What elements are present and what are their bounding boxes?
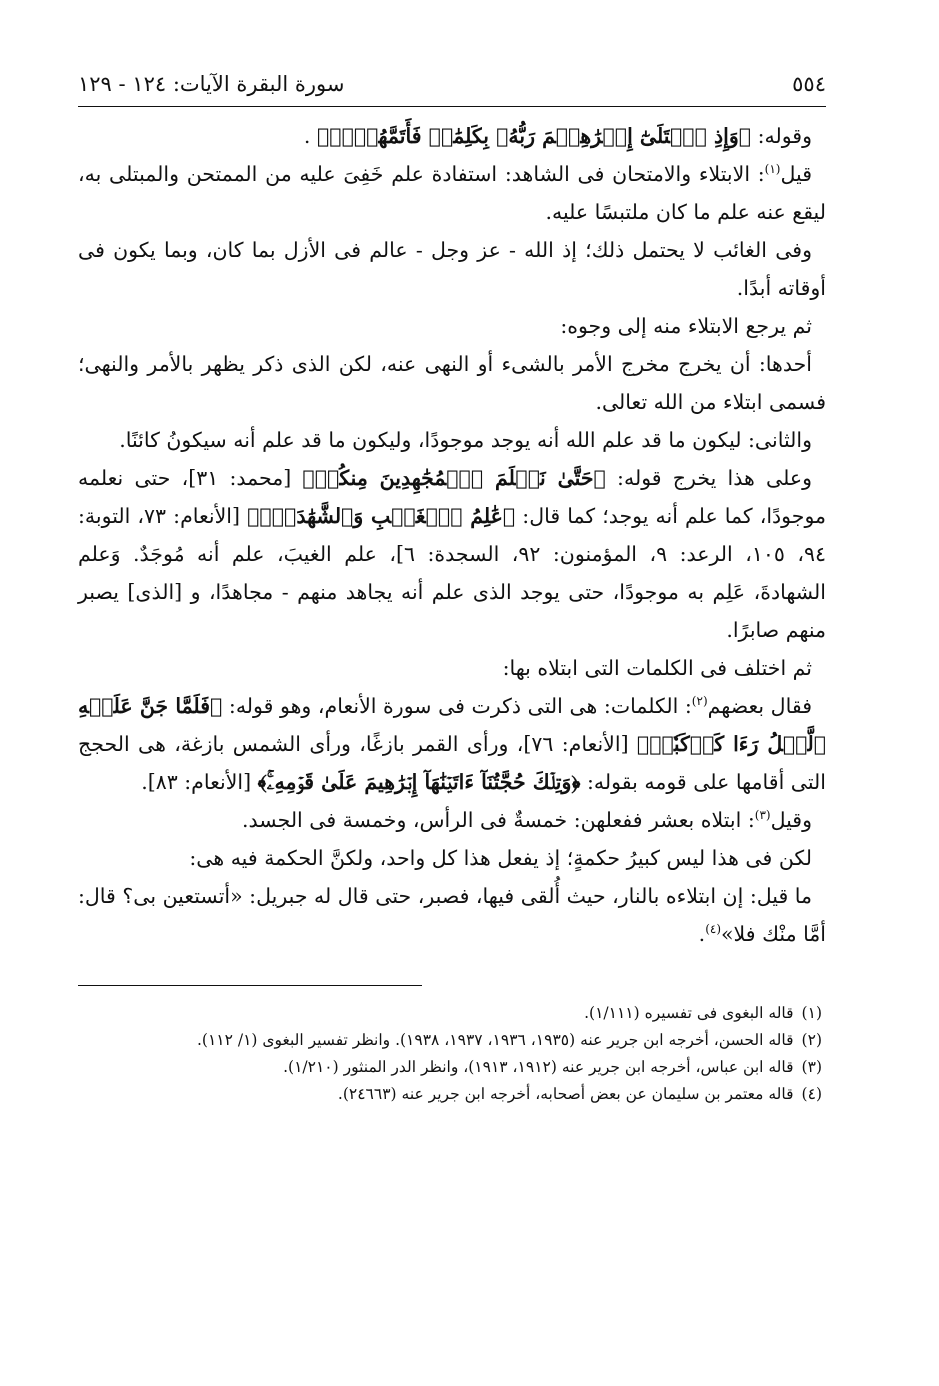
paragraph xyxy=(78,421,826,459)
text-segment: وعلى هذا يخرج قوله: xyxy=(605,466,812,490)
quran-verse: ﴿حَتَّىٰ نَعۡلَمَ ٱلۡمُجَٰهِدِينَ مِنكُمۡ﴾ xyxy=(302,466,606,490)
footnote-number: (٣) xyxy=(801,1058,822,1076)
text-segment: وقيل xyxy=(770,808,812,832)
quran-verse: ﴿عَٰلِمُ ٱلۡغَيۡبِ وَٱلشَّهَٰدَةِۚ﴾ xyxy=(247,504,516,528)
quran-verse: ﴿فَلَمَّا جَنَّ عَلَيۡهِ ٱلَّيۡلُ رَءَا كَوۡكَبٗاۖ﴾ xyxy=(78,694,826,756)
page-number: ٥٥٤ xyxy=(792,72,826,96)
footnote-divider xyxy=(78,985,422,986)
paragraph xyxy=(78,155,826,231)
text-segment: : الكلمات: هى التى ذكرت فى سورة الأنعام، وهو قوله: xyxy=(222,694,692,718)
quran-verse: ﴿وَإِذِ ٱبۡتَلَىٰٓ إِبۡرَٰهِـۧمَ رَبُّهُۥ بِكَلِمَٰتٖ فَأَتَمَّهُنَّۖ﴾ xyxy=(316,124,752,148)
paragraph xyxy=(78,459,826,649)
text-segment: ثم يرجع الابتلاء منه إلى وجوه: xyxy=(560,314,812,338)
footnotes xyxy=(78,1000,826,1108)
footnote-text: قاله الحسن، أخرجه ابن جرير عنه (١٩٣٥، ١٩٣٦، ١٩٣٧، ١٩٣٨). وانظر تفسير البغوى (١/ ١١٢). xyxy=(196,1031,794,1049)
text-segment: وفى الغائب لا يحتمل ذلك؛ إذ الله - عز وجل - عالم فى الأزل بما كان، وبما يكون فى أوقاته أبدًا. xyxy=(78,238,826,300)
footnote xyxy=(78,1054,826,1081)
paragraph xyxy=(78,877,826,953)
text-segment: [الأنعام: ٧٣، التوبة: ٩٤، ١٠٥، الرعد: ٩، المؤمنون: ٩٢، السجدة: ٦]، علم الغيبَ، علم أنه مُوجَدٌ. وَعلم الشهادةَ، عَلِم به موجودًا، حتى يوجد الذى علم أنه يجاهد منهم - مجاهدًا، و [الذى] يصبر منهم صابرًا. xyxy=(78,504,826,642)
quran-verse: ﴿وَتِلۡكَ حُجَّتُنَآ ءَاتَيۡنَٰهَآ إِبۡرَٰهِيمَ عَلَىٰ قَوۡمِهِۦۚ﴾ xyxy=(257,770,581,794)
text-segment: لكن فى هذا ليس كبيرُ حكمةٍ؛ إذ يفعل هذا كل واحد، ولكنَّ الحكمة فيه هى: xyxy=(189,846,812,870)
footnote-reference: (٢) xyxy=(691,694,708,709)
text-segment: قيل xyxy=(780,162,812,186)
text-segment: [الأنعام: ٨٣]. xyxy=(141,770,258,794)
footnote-number: (٤) xyxy=(801,1085,822,1103)
running-title: سورة البقرة الآيات: ١٢٤ - ١٢٩ xyxy=(78,72,345,96)
text-segment: : الابتلاء والامتحان فى الشاهد: استفادة علم خَفِىَ عليه من الممتحن والمبتلى به، ليقع عنه علم ما كان ملتبسًا عليه. xyxy=(78,162,826,224)
paragraph xyxy=(78,117,826,155)
text-segment: [الأنعام: ٧٦]، ورأى القمر بازغًا، ورأى الشمس بازغة، هى الحجج التى أقامها على قومه بقوله: xyxy=(78,732,826,794)
text-segment: والثانى: ليكون ما قد علم الله أنه يوجد موجودًا، وليكون ما قد علم أنه سيكونُ كائنًا. xyxy=(119,428,812,452)
footnote-text: قاله ابن عباس، أخرجه ابن جرير عنه (١٩١٢، ١٩١٣)، وانظر الدر المنثور (١/٢١٠). xyxy=(283,1058,794,1076)
text-segment: . xyxy=(698,922,706,946)
running-header xyxy=(78,68,826,107)
text-segment: . xyxy=(303,124,317,148)
text-segment: : ابتلاه بعشر ففعلهن: خمسةٌ فى الرأس، وخمسة فى الجسد. xyxy=(242,808,755,832)
footnote-number: (٢) xyxy=(801,1031,822,1049)
footnote-reference: (١) xyxy=(764,162,781,177)
paragraph xyxy=(78,687,826,801)
paragraph xyxy=(78,307,826,345)
book-page xyxy=(78,68,826,1338)
footnote-text: قاله البغوى فى تفسيره (١/١١١). xyxy=(584,1004,794,1022)
footnote-reference: (٣) xyxy=(754,808,771,823)
paragraph xyxy=(78,839,826,877)
footnote-number: (١) xyxy=(801,1004,822,1022)
text-segment: وقوله: xyxy=(751,124,812,148)
paragraph xyxy=(78,801,826,839)
text-segment: ثم اختلف فى الكلمات التى ابتلاه بها: xyxy=(502,656,812,680)
footnote xyxy=(78,1000,826,1027)
paragraph xyxy=(78,345,826,421)
paragraph xyxy=(78,231,826,307)
footnote-text: قاله معتمر بن سليمان عن بعض أصحابه، أخرجه ابن جرير عنه (٢٤٦٦٣). xyxy=(337,1085,794,1103)
text-segment: [محمد: ٣١]، حتى نعلمه موجودًا، كما علم أنه يوجد؛ كما قال: xyxy=(78,466,827,528)
text-segment: ما قيل: إن ابتلاءه بالنار، حيث أُلقى فيها، فصبر، حتى قال له جبريل: «أتستعين بى؟ قال: أمَّا منْك فلا» xyxy=(78,884,826,946)
footnote xyxy=(78,1081,826,1108)
paragraph xyxy=(78,649,826,687)
footnote xyxy=(78,1027,826,1054)
text-segment: فقال بعضهم xyxy=(707,694,812,718)
footnote-reference: (٤) xyxy=(705,922,722,937)
main-text xyxy=(78,117,826,953)
text-segment: أحدها: أن يخرج مخرج الأمر بالشىء أو النهى عنه، لكن الذى ذكر يظهر بالأمر والنهى؛ فسمى ابتلاء من الله تعالى. xyxy=(78,352,826,414)
